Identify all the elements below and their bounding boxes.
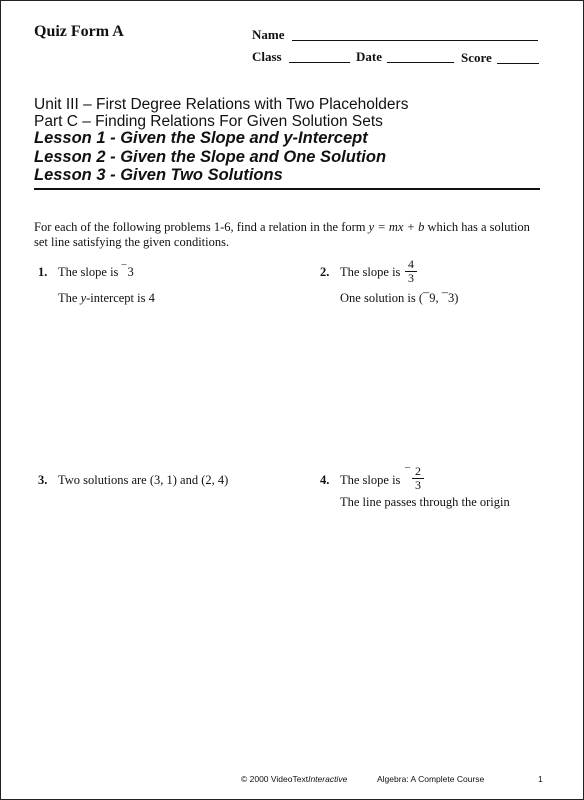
problem-4-slope-prefix: The slope is [340, 473, 401, 487]
score-field[interactable] [497, 63, 539, 64]
footer-brand-italic: Interactive [308, 774, 348, 784]
problem-4-denominator: 3 [415, 478, 421, 492]
date-field[interactable] [387, 62, 454, 63]
instructions-after: which has a solution set line satisfying the given conditions. [34, 220, 530, 249]
problem-1-line-1 [58, 265, 134, 280]
problem-2-slope-prefix: The slope is [340, 265, 401, 279]
problem-1-negative-sign: ¯ [121, 264, 127, 275]
name-label: Name [252, 27, 285, 42]
problem-3-number: 3. [38, 473, 48, 487]
lesson-3-title: Lesson 3 - Given Two Solutions [34, 166, 283, 184]
footer-copyright [241, 774, 347, 784]
problem-4-line-2: The line passes through the origin [340, 495, 510, 509]
score-label: Score [461, 50, 492, 65]
unit-title: Unit III – First Degree Relations with Two Placeholders [34, 96, 409, 113]
date-label: Date [356, 49, 382, 64]
part-title: Part C – Finding Relations For Given Solution Sets [34, 113, 383, 130]
problem-3-line-1: Two solutions are (3, 1) and (2, 4) [58, 473, 229, 487]
quiz-form-title: Quiz Form A [34, 23, 124, 40]
footer-copyright-text: © 2000 VideoText [241, 774, 309, 784]
title-divider [34, 188, 540, 190]
class-label: Class [252, 49, 282, 64]
name-field[interactable] [292, 40, 538, 41]
problem-2-line-2: One solution is (¯9, ¯3) [340, 291, 459, 305]
problem-4-fraction [411, 465, 425, 492]
problem-1-intercept-var: y [80, 291, 87, 305]
footer-course: Algebra: A Complete Course [377, 774, 485, 784]
problem-4-number: 4. [320, 473, 330, 487]
problem-2-number: 2. [320, 265, 330, 279]
instructions-before: For each of the following problems 1-6, find a relation in the form [34, 220, 369, 234]
instructions [34, 220, 544, 250]
problem-2-numerator: 4 [408, 257, 414, 271]
class-field[interactable] [289, 62, 350, 63]
problem-4-negative-sign: ¯ [405, 467, 410, 478]
problem-1-intercept-after: -intercept is 4 [86, 291, 155, 305]
lesson-1-title: Lesson 1 - Given the Slope and y-Intercept [34, 129, 368, 147]
problem-2-fraction [404, 258, 418, 285]
footer-page-number: 1 [538, 774, 543, 784]
problem-1-line-2 [58, 291, 155, 306]
problem-1-intercept-before: The [58, 291, 81, 305]
problem-2-denominator: 3 [408, 271, 414, 285]
problem-1-number: 1. [38, 265, 48, 279]
instructions-equation: y = mx + b [368, 220, 425, 234]
lesson-2-title: Lesson 2 - Given the Slope and One Solution [34, 148, 387, 166]
problem-1-slope-prefix: The slope is [58, 265, 122, 279]
problem-4-numerator: 2 [415, 464, 421, 478]
problem-1-slope-value: 3 [127, 265, 134, 279]
